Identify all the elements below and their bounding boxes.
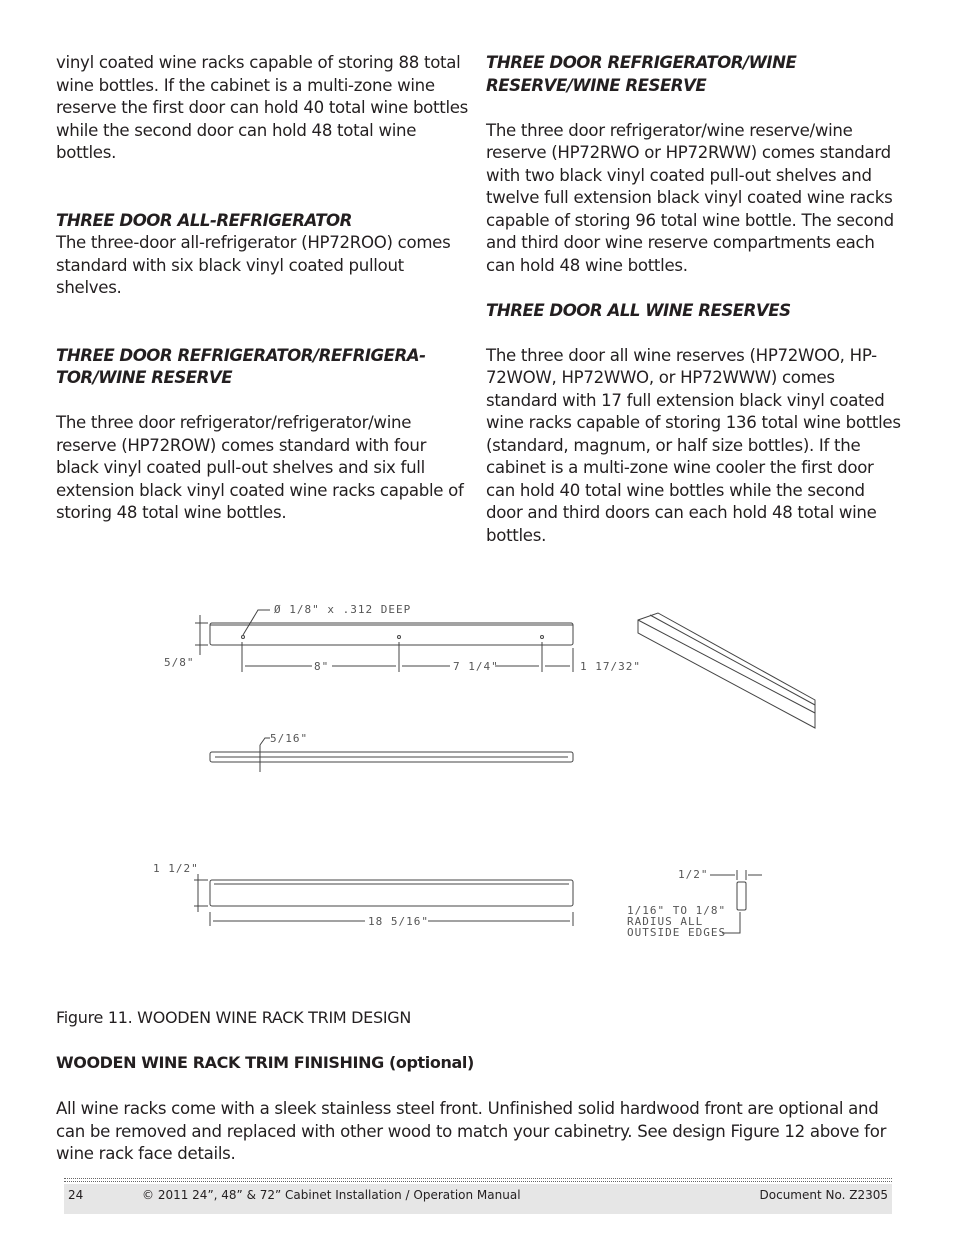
heading-refrigerator-wine-wine: THREE DOOR REFRIGERATOR/WINE RESERVE/WINE RESERVE [486, 53, 797, 95]
section-body: All wine racks come with a sleek stainless steel front. Unfinished solid hardwood front are optional and can be removed and replaced with other wood to match your cabinetry. See design Figure 12 above for wine rack face details. [56, 1099, 887, 1163]
hole-label: Ø 1/8" x .312 DEEP [274, 603, 412, 616]
section-heading: WOODEN WINE RACK TRIM FINISHING (optional) [56, 1053, 474, 1072]
spacing-a-label: 8" [314, 660, 330, 673]
paragraph-refrigerator-wine-wine: The three door refrigerator/wine reserve/wine reserve (HP72RWO or HP72RWW) comes standard with two black vinyl coated pull-out shelves and twelve full extension black vinyl coated wine racks capable of storing 96 total wine bottle. The second and third door wine reserve compartments each can hold 48 wine bottles. [486, 120, 894, 275]
top-view-bar [210, 623, 573, 645]
radius-line-1: 1/16" TO 1/8" [627, 904, 727, 917]
length-label: 18 5/16" [368, 915, 429, 928]
right-column [486, 52, 902, 547]
thickness-label: 5/16" [270, 732, 309, 745]
page-footer [64, 1184, 892, 1214]
heading-all-wine-reserves: THREE DOOR ALL WINE RESERVES [486, 300, 791, 320]
paragraph-all-refrigerator: The three-door all-refrigerator (HP72ROO) comes standard with six black vinyl coated pullout shelves. [56, 233, 451, 297]
trim-design-drawing [0, 580, 954, 980]
paragraph-all-wine-reserves: The three door all wine reserves (HP72WOO, HP-72WOW, HP72WWO, or HP72WWW) comes standard with 17 full extension black vinyl coated wine racks capable of storing 136 total wine bottles (standard, magnum, or half size bottles). If the cabinet is a multi-zone wine cooler the first door can hold 40 total wine bottles while the second door and third doors can each hold 48 total wine bottles. [486, 345, 901, 545]
radius-line-3: OUTSIDE EDGES [627, 926, 727, 939]
document-number: Document No. Z2305 [759, 1188, 888, 1202]
hole-3 [541, 636, 544, 639]
height-label: 5/8" [164, 656, 195, 669]
footer-divider [64, 1178, 892, 1179]
paragraph-refrigerator-refrigerator-wine: The three door refrigerator/refrigerator/wine reserve (HP72ROW) comes standard with four black vinyl coated pull-out shelves and six full extension black vinyl coated wine racks capable of storing 48 total wine bottles. [56, 413, 464, 522]
intro-paragraph: vinyl coated wine racks capable of storing 88 total wine bottles. If the cabinet is a multi-zone wine reserve the first door can hold 40 total wine bottles while the second door can hold 48 total wine bottles. [56, 53, 469, 162]
radius-line-2: RADIUS ALL [627, 915, 704, 928]
spacing-b-label: 7 1/4" [453, 660, 499, 673]
spacing-c-label: 1 17/32" [580, 660, 641, 673]
isometric-bar [638, 613, 815, 728]
heading-refrigerator-refrigerator-wine: THREE DOOR REFRIGERATOR/REFRIGERA-TOR/WINE RESERVE [56, 345, 426, 387]
end-label: 1/2" [678, 868, 709, 881]
hole-1 [242, 636, 245, 639]
figure-caption: Figure 11. WOODEN WINE RACK TRIM DESIGN [56, 1008, 412, 1027]
footer-copyright: © 2011 24”, 48” & 72” Cabinet Installation / Operation Manual [142, 1188, 521, 1202]
page-number: 24 [68, 1188, 84, 1202]
footer-divider [64, 1181, 892, 1182]
width-label: 1 1/2" [153, 862, 199, 875]
heading-three-door-all-refrigerator: THREE DOOR ALL-REFRIGERATOR [56, 210, 352, 230]
left-column [56, 52, 472, 525]
hole-2 [398, 636, 401, 639]
end-profile [737, 882, 746, 910]
